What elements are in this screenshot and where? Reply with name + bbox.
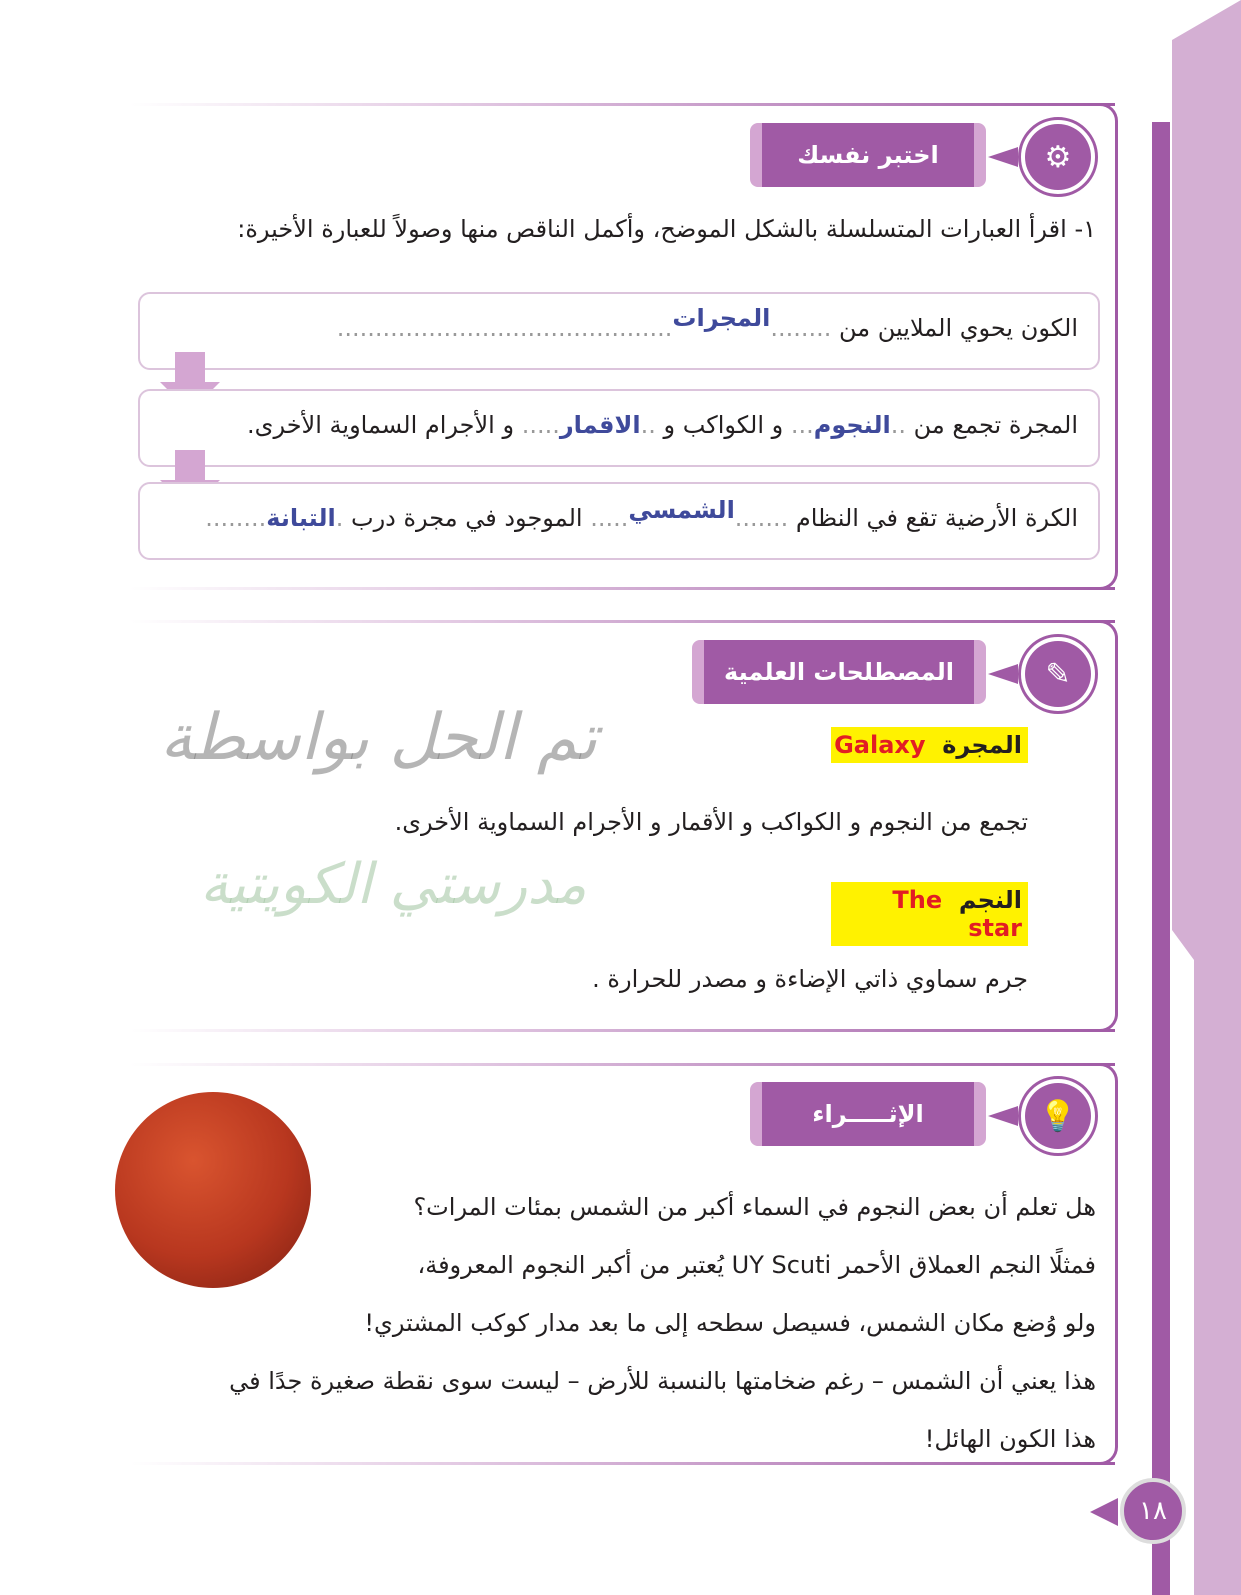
answer-text: النجوم: [813, 411, 891, 439]
blank-dots: ...: [790, 411, 814, 439]
page-edge-band: [1172, 0, 1241, 1595]
term-english: The star: [892, 886, 1022, 942]
blank-dots: .....: [521, 411, 560, 439]
term-label: [831, 727, 1028, 763]
page-edge-stripe: [1152, 122, 1170, 1595]
blank-dots: ........: [770, 314, 832, 342]
answer-text: الاقمار: [559, 411, 641, 439]
enrichment-text: [116, 1178, 1096, 1468]
section-icon: [1018, 1076, 1098, 1156]
watermark-line2: مدرستي الكويتية: [200, 852, 587, 917]
chain-box-2: [138, 389, 1100, 467]
blank-dots: .......: [734, 504, 789, 532]
statement-text: المجرة تجمع من: [913, 411, 1078, 439]
answer-text: المجرات: [672, 304, 771, 332]
term-arabic: المجرة: [942, 731, 1022, 759]
pointer-icon: [988, 147, 1018, 167]
lightbulb-star-icon: 💡: [1025, 1083, 1091, 1149]
text-line: هل تعلم أن بعض النجوم في السماء أكبر من الشمس بمئات المرات؟: [413, 1193, 1096, 1221]
answer-text: التبانة: [266, 504, 336, 532]
statement-text: و الكواكب و: [663, 411, 784, 439]
text-line: هذا يعني أن الشمس – رغم ضخامتها بالنسبة للأرض – ليست سوى نقطة صغيرة جدًا في: [229, 1367, 1096, 1395]
section-icon: [1018, 634, 1098, 714]
term-arabic: النجم: [958, 886, 1022, 914]
blank-dots: .: [335, 504, 344, 532]
page-number: ١٨: [1120, 1478, 1186, 1544]
statement-text: الكرة الأرضية تقع في النظام: [795, 504, 1078, 532]
blank-dots: ..: [640, 411, 656, 439]
section-icon: [1018, 117, 1098, 197]
blank-dots: ........: [205, 504, 267, 532]
blank-dots: ..: [890, 411, 906, 439]
notebook-pen-icon: ✎: [1025, 641, 1091, 707]
term-definition: تجمع من النجوم و الكواكب و الأقمار و الأجرام السماوية الأخرى.: [394, 808, 1028, 836]
section-title: الإثـــــراء: [750, 1082, 986, 1146]
lightbulb-gear-icon: ⚙: [1025, 124, 1091, 190]
term-english: Galaxy: [834, 731, 926, 759]
pointer-icon: [988, 664, 1018, 684]
blank-dots: ............................................: [336, 314, 673, 342]
term-label: [831, 882, 1028, 946]
question-text: ١- اقرأ العبارات المتسلسلة بالشكل الموضح، وأكمل الناقص منها وصولاً للعبارة الأخيرة:: [237, 215, 1096, 243]
text-line: هذا الكون الهائل!: [924, 1425, 1096, 1453]
blank-dots: .....: [590, 504, 629, 532]
statement-text: الكون يحوي الملايين من: [839, 314, 1078, 342]
text-line: فمثلًا النجم العملاق الأحمر UY Scuti يُعتبر من أكبر النجوم المعروفة،: [417, 1251, 1096, 1279]
answer-text: الشمسي: [628, 496, 735, 524]
chain-box-1: [138, 292, 1100, 370]
section-title: اختبر نفسك: [750, 123, 986, 187]
pointer-icon: [988, 1106, 1018, 1126]
statement-text: الموجود في مجرة درب: [350, 504, 583, 532]
statement-text: و الأجرام السماوية الأخرى.: [247, 411, 515, 439]
chain-box-3: [138, 482, 1100, 560]
text-line: ولو وُضع مكان الشمس، فسيصل سطحه إلى ما بعد مدار كوكب المشتري!: [364, 1309, 1096, 1337]
section-title: المصطلحات العلمية: [692, 640, 986, 704]
term-definition: جرم سماوي ذاتي الإضاءة و مصدر للحرارة .: [592, 965, 1028, 993]
page-pointer-icon: [1090, 1498, 1118, 1526]
watermark-line1: تم الحل بواسطة: [160, 701, 598, 775]
